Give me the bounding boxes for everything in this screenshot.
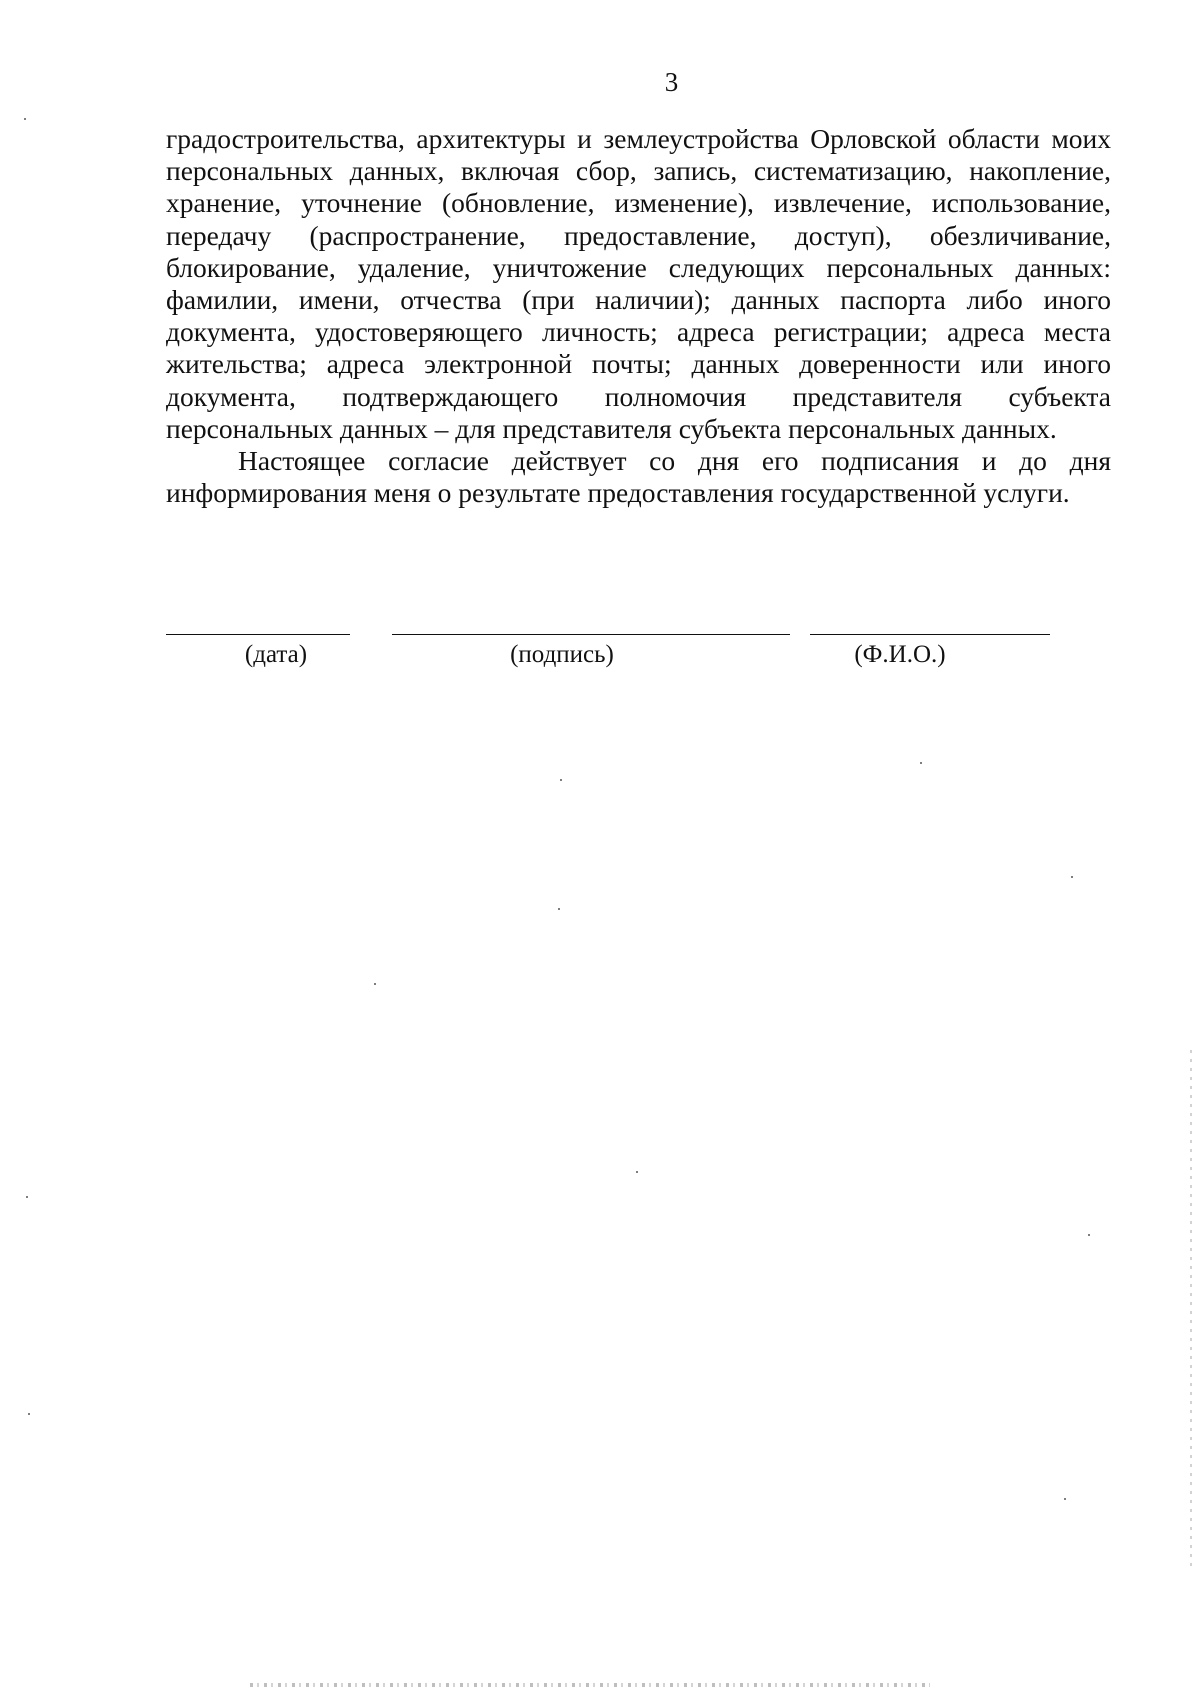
scan-speck	[1064, 1498, 1066, 1500]
name-line	[810, 634, 1050, 635]
scan-speck	[374, 983, 376, 985]
date-label: (дата)	[244, 641, 308, 668]
scan-bottom-edge	[250, 1683, 930, 1687]
scan-speck	[26, 1196, 28, 1198]
scan-speck	[1071, 876, 1073, 878]
scan-speck	[1088, 1234, 1090, 1236]
scan-speck	[24, 118, 26, 120]
scan-speck	[560, 779, 562, 781]
signature-line	[392, 634, 790, 635]
name-label: (Ф.И.О.)	[854, 641, 946, 668]
scan-speck	[28, 1413, 30, 1415]
document-body	[166, 123, 1111, 509]
scan-speck	[636, 1171, 638, 1173]
signature-label: (подпись)	[510, 641, 614, 668]
scan-speck	[558, 908, 560, 910]
date-line	[166, 634, 350, 635]
validity-paragraph: Настоящее согласие действует со дня его подписания и до дня информирования меня о результате предоставления государственной услуги.	[166, 445, 1111, 509]
consent-paragraph: градостроительства, архитектуры и землеустройства Орловской области моих персональных данных, включая сбор, запись, систематизацию, накопление, хранение, уточнение (обновление, изменение), извлечение, использование, передачу (распространение, предоставление, доступ), обезличивание, блокирование, удаление, уничтожение следующих персональных данных: фамилии, имени, отчества (при наличии); данных паспорта либо иного документа, удостоверяющего личность; адреса регистрации; адреса места жительства; адреса электронной почты; данных доверенности или иного документа, подтверждающего полномочия представителя субъекта персональных данных – для представителя субъекта персональных данных.	[166, 123, 1111, 444]
scan-speck	[920, 762, 922, 764]
page-number: 3	[664, 67, 679, 97]
scan-right-edge	[1190, 1050, 1192, 1570]
